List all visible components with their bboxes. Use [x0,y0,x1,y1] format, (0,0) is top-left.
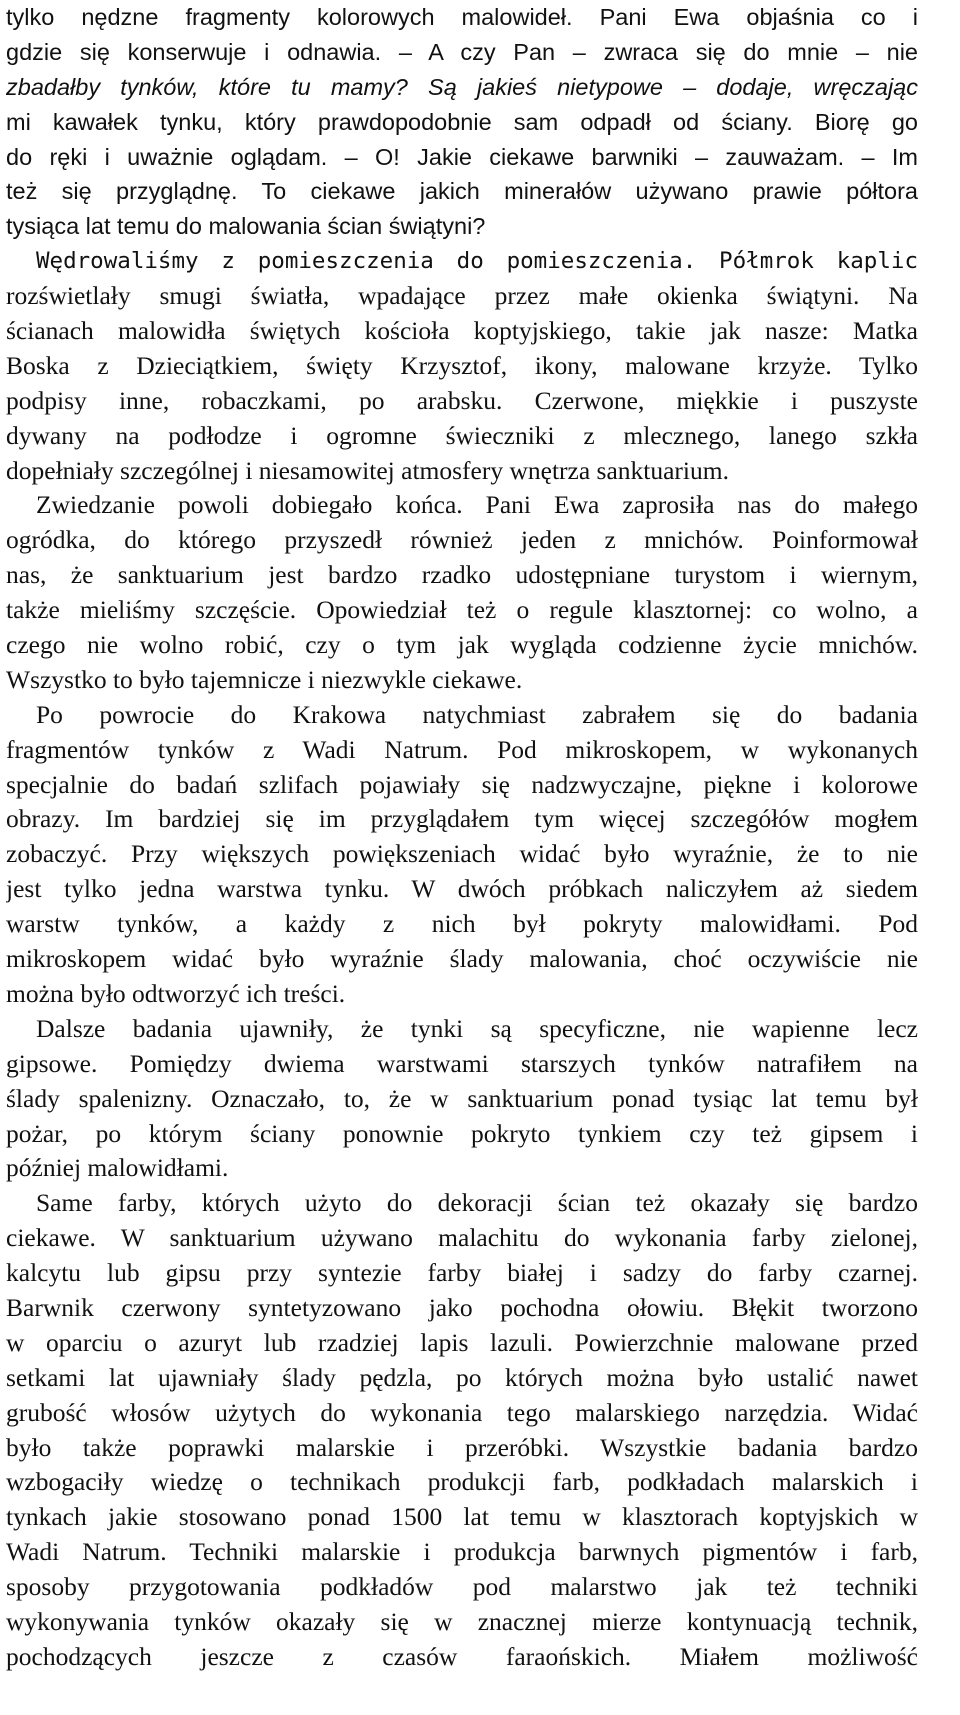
text-line: jest tylko jedna warstwa tynku. W dwóch próbkach naliczyłem aż siedem [6,874,918,904]
text-line: podpisy inne, robaczkami, po arabsku. Czerwone, miękkie i puszyste [6,385,918,415]
text-line: pochodzących jeszcze z czasów faraońskich. Miałem możliwość [6,1641,918,1671]
text-line: fragmentów tynków z Wadi Natrum. Pod mikroskopem, w wykonanych [6,734,918,764]
text-line: wykonywania tynków okazały się w znacznej mierze kontynuacją technik, [6,1606,918,1636]
text-line: nas, że sanktuarium jest bardzo rzadko udostępniane turystom i wiernym, [6,560,918,590]
text-line: tylko nędzne fragmenty kolorowych malowideł. Pani Ewa objaśnia co i [6,4,918,30]
text-line: Barwnik czerwony syntetyzowano jako pochodna ołowiu. Błękit tworzono [6,1292,918,1322]
text-line: gipsowe. Pomiędzy dwiema warstwami starszych tynków natrafiłem na [6,1048,918,1078]
text-line: Wadi Natrum. Techniki malarskie i produkcja barwnych pigmentów i farb, [6,1537,918,1567]
text-line: obrazy. Im bardziej się im przyglądałem tym więcej szczegółów mogłem [6,804,918,834]
text-line: też się przyglądnę. To ciekawe jakich minerałów używano prawie półtora [6,178,918,205]
text-line: można było odtworzyć ich treści. [6,978,346,1008]
text-line: Same farby, których użyto do dekoracji ścian też okazały się bardzo [36,1188,918,1218]
text-line: kalcytu lub gipsu przy syntezie farby białej i sadzy do farby czarnej. [6,1258,918,1288]
text-line: ogródka, do którego przyszedł również jeden z mnichów. Poinformował [6,525,918,555]
text-line: mikroskopem widać było wyraźnie ślady malowania, choć oczywiście nie [6,944,918,974]
text-line: dopełniały szczególnej i niesamowitej atmosfery wnętrza sanktuarium. [6,455,729,485]
text-line: Wszystko to było tajemnicze i niezwykle ciekawe. [6,664,523,694]
text-line: pożar, po którym ściany ponownie pokryto tynkiem czy też gipsem i [6,1118,918,1148]
text-line: gdzie się konserwuje i odnawia. – A czy Pan – zwraca się do mnie – nie [6,38,918,65]
text-line: Boska z Dzieciątkiem, święty Krzysztof, ikony, malowane krzyże. Tylko [6,350,918,380]
text-line: mi kawałek tynku, który prawdopodobnie sam odpadł od ściany. Biorę go [6,108,918,135]
text-line: Dalsze badania ujawniły, że tynki są specyficzne, nie wapienne lecz [36,1013,918,1043]
text-line: wzbogaciły wiedzę o technikach produkcji farb, podkładach malarskich i [6,1467,918,1497]
text-line: Wędrowaliśmy z pomieszczenia do pomieszczenia. Półmrok kaplic [36,248,918,275]
text-line: sposoby przygotowania podkładów pod malarstwo jak też techniki [6,1572,918,1602]
text-line: grubość włosów użytych do wykonania tego malarskiego narzędzia. Widać [6,1397,918,1427]
text-line: do ręki i uważnie oglądam. – O! Jakie ciekawe barwniki – zauważam. – Im [6,143,918,170]
text-line: zobaczyć. Przy większych powiększeniach widać było wyraźnie, że to nie [6,839,918,869]
text-line: czego nie wolno robić, czy o tym jak wygląda codzienne życie mnichów. [6,630,918,660]
text-line: było także poprawki malarskie i przeróbki. Wszystkie badania bardzo [6,1432,918,1462]
text-line: Zwiedzanie powoli dobiegało końca. Pani Ewa zaprosiła nas do małego [36,490,918,520]
text-line: ciekawe. W sanktuarium używano malachitu do wykonania farby zielonej, [6,1223,918,1253]
text-line: tynkach jakie stosowano ponad 1500 lat temu w klasztorach koptyjskich w [6,1502,918,1532]
text-line: Po powrocie do Krakowa natychmiast zabrałem się do badania [36,699,918,729]
text-line: warstw tynków, a każdy z nich był pokryty malowidłami. Pod [6,909,918,939]
text-line: także mieliśmy szczęście. Opowiedział też o regule klasztornej: co wolno, a [6,595,918,625]
text-line: ścianach malowidła świętych kościoła koptyjskiego, takie jak nasze: Matka [6,316,918,346]
text-line: tysiąca lat temu do malowania ścian świątyni? [6,213,486,240]
text-line: ślady spalenizny. Oznaczało, to, że w sanktuarium ponad tysiąc lat temu był [6,1083,918,1113]
text-line: później malowidłami. [6,1153,229,1183]
text-line: zbadałby tynków, które tu mamy? Są jakieś nietypowe – dodaje, wręczając [6,73,918,100]
text-line: rozświetlały smugi światła, wpadające przez małe okienka świątyni. Na [6,281,918,311]
text-line: specjalnie do badań szlifach pojawiały się nadzwyczajne, piękne i kolorowe [6,769,918,799]
text-line: w oparciu o azuryt lub rzadziej lapis lazuli. Powierzchnie malowane przed [6,1327,918,1357]
text-line: setkami lat ujawniały ślady pędzla, po których można było ustalić nawet [6,1362,918,1392]
text-line: dywany na podłodze i ogromne świeczniki z mlecznego, lanego szkła [6,420,918,450]
